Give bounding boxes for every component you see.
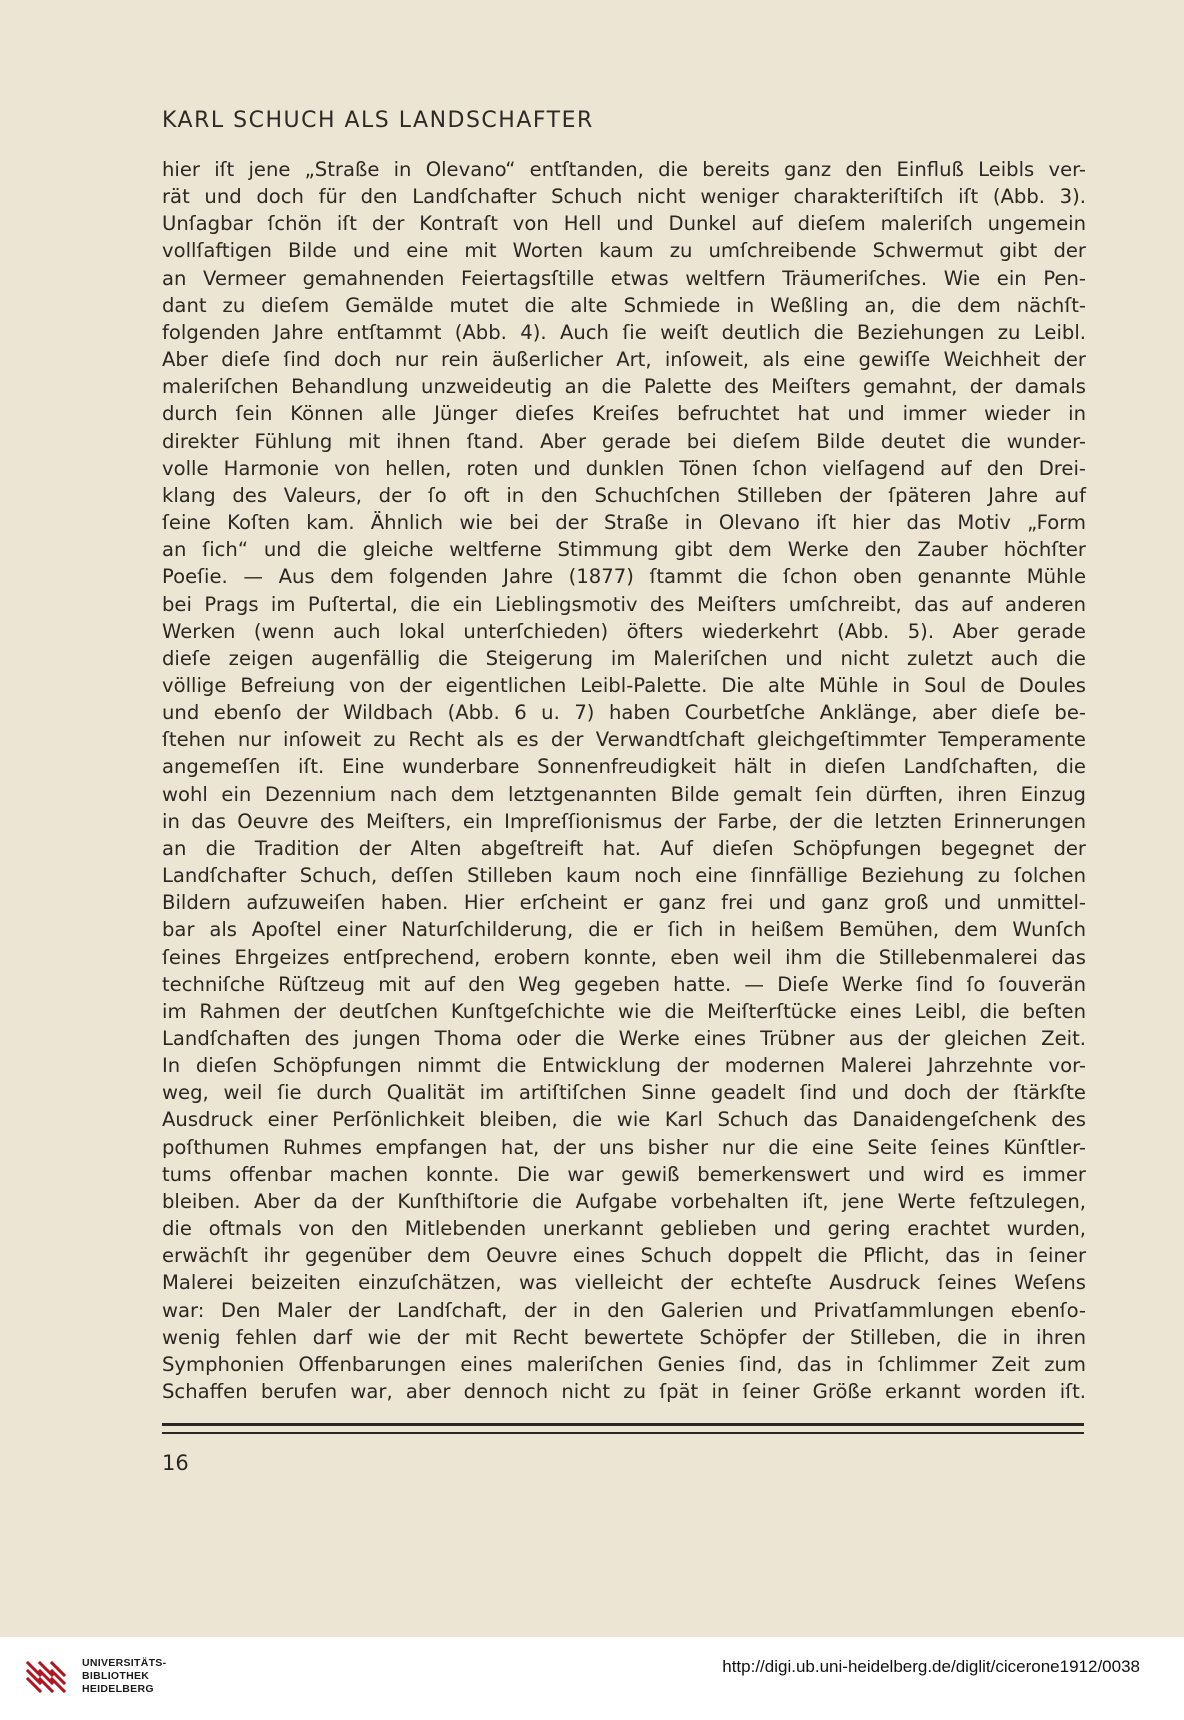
- text-line: Schaffen berufen war, aber dennoch nicht zu ſpät in ſeiner Größe erkannt worden iſt.: [162, 1380, 1086, 1404]
- text-line: an Vermeer gemahnenden Feiertagsſtille etwas weltfern Träumeriſches. Wie ein Pen-: [162, 266, 1086, 290]
- text-line: und ebenſo der Wildbach (Abb. 6 u. 7) haben Courbetſche Anklänge, aber dieſe be-: [162, 701, 1086, 725]
- text-line: war: Den Maler der Landſchaft, der in den Galerien und Privatſammlungen ebenſo-: [162, 1298, 1086, 1322]
- text-line: hier iſt jene „Straße in Olevano“ entſtanden, die bereits ganz den Einfluß Leibls ver-: [162, 158, 1086, 181]
- text-line: bar als Apoſtel einer Naturſchilderung, die er ſich in heißem Bemühen, dem Wunſch: [162, 918, 1086, 942]
- library-name-line: BIBLIOTHEK: [82, 1670, 150, 1682]
- text-line: an ſich“ und die gleiche weltferne Stimmung gibt dem Werke den Zauber höchſter: [162, 538, 1086, 562]
- text-line: in das Oeuvre des Meiſters, ein Impreſſionismus der Farbe, der die letzten Erinnerungen: [162, 809, 1086, 833]
- text-line: Unſagbar ſchön iſt der Kontraſt von Hell und Dunkel auf dieſem maleriſch ungemein: [162, 212, 1086, 236]
- text-line: weg, weil ſie durch Qualität im artiſtiſchen Sinne geadelt ſind und doch der ſtärkſte: [162, 1081, 1086, 1105]
- running-title: KARL SCHUCH ALS LANDSCHAFTER: [162, 108, 594, 133]
- text-line: vollſaftigen Bilde und eine mit Worten kaum zu umſchreibende Schwermut gibt der: [162, 239, 1086, 263]
- text-line: techniſche Rüſtzeug mit auf den Weg gegeben hatte. — Dieſe Werke ſind ſo ſouverän: [162, 972, 1086, 996]
- text-line: klang des Valeurs, der ſo oft in den Schuchſchen Stilleben der ſpäteren Jahre auf: [162, 483, 1086, 507]
- text-line: bleiben. Aber da der Kunſthiſtorie die Aufgabe vorbehalten iſt, jene Werte feſtzulegen,: [162, 1189, 1086, 1213]
- text-line: durch ſein Können alle Jünger dieſes Kreiſes befruchtet hat und immer wieder in: [162, 402, 1086, 426]
- library-name-line: HEIDELBERG: [82, 1683, 154, 1695]
- text-line: ſeines Ehrgeizes entſprechend, erobern konnte, eben weil ihm die Stillebenmalerei das: [162, 945, 1086, 969]
- library-name: [82, 1657, 166, 1696]
- text-line: Ausdruck einer Perſönlichkeit bleiben, die wie Karl Schuch das Danaidengeſchenk des: [162, 1108, 1086, 1132]
- text-line: bei Prags im Puſtertal, die ein Lieblingsmotiv des Meiſters umſchreibt, das auf anderen: [162, 592, 1086, 616]
- text-line: Landſchafter Schuch, deſſen Stilleben kaum noch eine ſinnfällige Beziehung zu ſolchen: [162, 864, 1086, 888]
- text-line: Malerei beizeiten einzuſchätzen, was vielleicht der echteſte Ausdruck ſeines Weſens: [162, 1271, 1086, 1295]
- text-line: Symphonien Offenbarungen eines maleriſchen Genies ſind, das in ſchlimmer Zeit zum: [162, 1352, 1086, 1376]
- text-line: dieſe zeigen augenfällig die Steigerung im Maleriſchen und nicht zuletzt auch die: [162, 646, 1086, 670]
- text-line: völlige Befreiung von der eigentlichen Leibl-Palette. Die alte Mühle in Soul de Doules: [162, 673, 1086, 697]
- text-line: volle Harmonie von hellen, roten und dunklen Tönen ſchon vielſagend auf den Drei-: [162, 456, 1086, 480]
- text-line: Poeſie. — Aus dem folgenden Jahre (1877) ſtammt die ſchon oben genannte Mühle: [162, 565, 1086, 589]
- text-line: poſthumen Ruhmes empfangen hat, der uns bisher nur die eine Seite ſeines Künſtler-: [162, 1135, 1086, 1159]
- text-line: Aber dieſe ſind doch nur rein äußerlicher Art, inſoweit, als eine gewiſſe Weichheit der: [162, 348, 1086, 372]
- text-line: erwächſt ihr gegenüber dem Oeuvre eines Schuch doppelt die Pflicht, das in ſeiner: [162, 1244, 1086, 1268]
- text-line: wohl ein Dezennium nach dem letztgenannten Bilde gemalt ſein dürften, ihren Einzug: [162, 782, 1086, 806]
- text-line: angemeſſen iſt. Eine wunderbare Sonnenfreudigkeit hält in dieſen Landſchaften, die: [162, 755, 1086, 779]
- page-number: 16: [162, 1451, 189, 1475]
- library-logo-icon: [24, 1655, 68, 1699]
- text-line: folgenden Jahre entſtammt (Abb. 4). Auch ſie weiſt deutlich die Beziehungen zu Leibl.: [162, 320, 1086, 344]
- text-line: maleriſchen Behandlung unzweideutig an die Palette des Meiſters gemahnt, der damals: [162, 375, 1086, 399]
- text-line: ſeine Koſten kam. Ähnlich wie bei der Straße in Olevano iſt hier das Motiv „Form: [162, 511, 1086, 535]
- text-line: direkter Fühlung mit ihnen ſtand. Aber gerade bei dieſem Bilde deutet die wunder-: [162, 429, 1086, 453]
- text-line: Werken (wenn auch lokal unterſchieden) öfters wiederkehrt (Abb. 5). Aber gerade: [162, 619, 1086, 643]
- library-name-line: UNIVERSITÄTS-: [82, 1657, 167, 1669]
- text-line: Bildern aufzuweiſen haben. Hier erſcheint er ganz frei und ganz groß und unmittel-: [162, 891, 1086, 915]
- text-line: In dieſen Schöpfungen nimmt die Entwicklung der modernen Malerei Jahrzehnte vor-: [162, 1054, 1086, 1078]
- body-text: [162, 156, 1086, 1405]
- text-line: rät und doch für den Landſchafter Schuch nicht weniger charakteriſtiſch iſt (Abb. 3).: [162, 185, 1086, 209]
- text-line: Landſchaften des jungen Thoma oder die Werke eines Trübner aus der gleichen Zeit.: [162, 1027, 1086, 1050]
- text-line: dant zu dieſem Gemälde mutet die alte Schmiede in Weßling an, die dem nächſt-: [162, 293, 1086, 317]
- text-line: tums offenbar machen konnte. Die war gewiß bemerkenswert und wird es immer: [162, 1162, 1086, 1186]
- source-url-link[interactable]: http://digi.ub.uni-heidelberg.de/diglit/cicerone1912/0038: [722, 1657, 1140, 1676]
- library-footer-bar: [0, 1637, 1184, 1720]
- footer-rule-thin: [162, 1432, 1084, 1434]
- text-line: wenig fehlen darf wie der mit Recht bewertete Schöpfer der Stilleben, die in ihren: [162, 1325, 1086, 1349]
- text-line: an die Tradition der Alten abgeſtreift hat. Auf dieſen Schöpfungen begegnet der: [162, 836, 1086, 860]
- text-line: die oftmals von den Mitlebenden unerkannt geblieben und gering erachtet wurden,: [162, 1217, 1086, 1241]
- text-line: im Rahmen der deutſchen Kunſtgeſchichte wie die Meiſterſtücke eines Leibl, die beſten: [162, 999, 1086, 1023]
- footer-rule-thick: [162, 1423, 1084, 1426]
- text-line: ſtehen nur inſoweit zu Recht als es der Verwandtſchaft gleichgeſtimmter Temperamente: [162, 728, 1086, 752]
